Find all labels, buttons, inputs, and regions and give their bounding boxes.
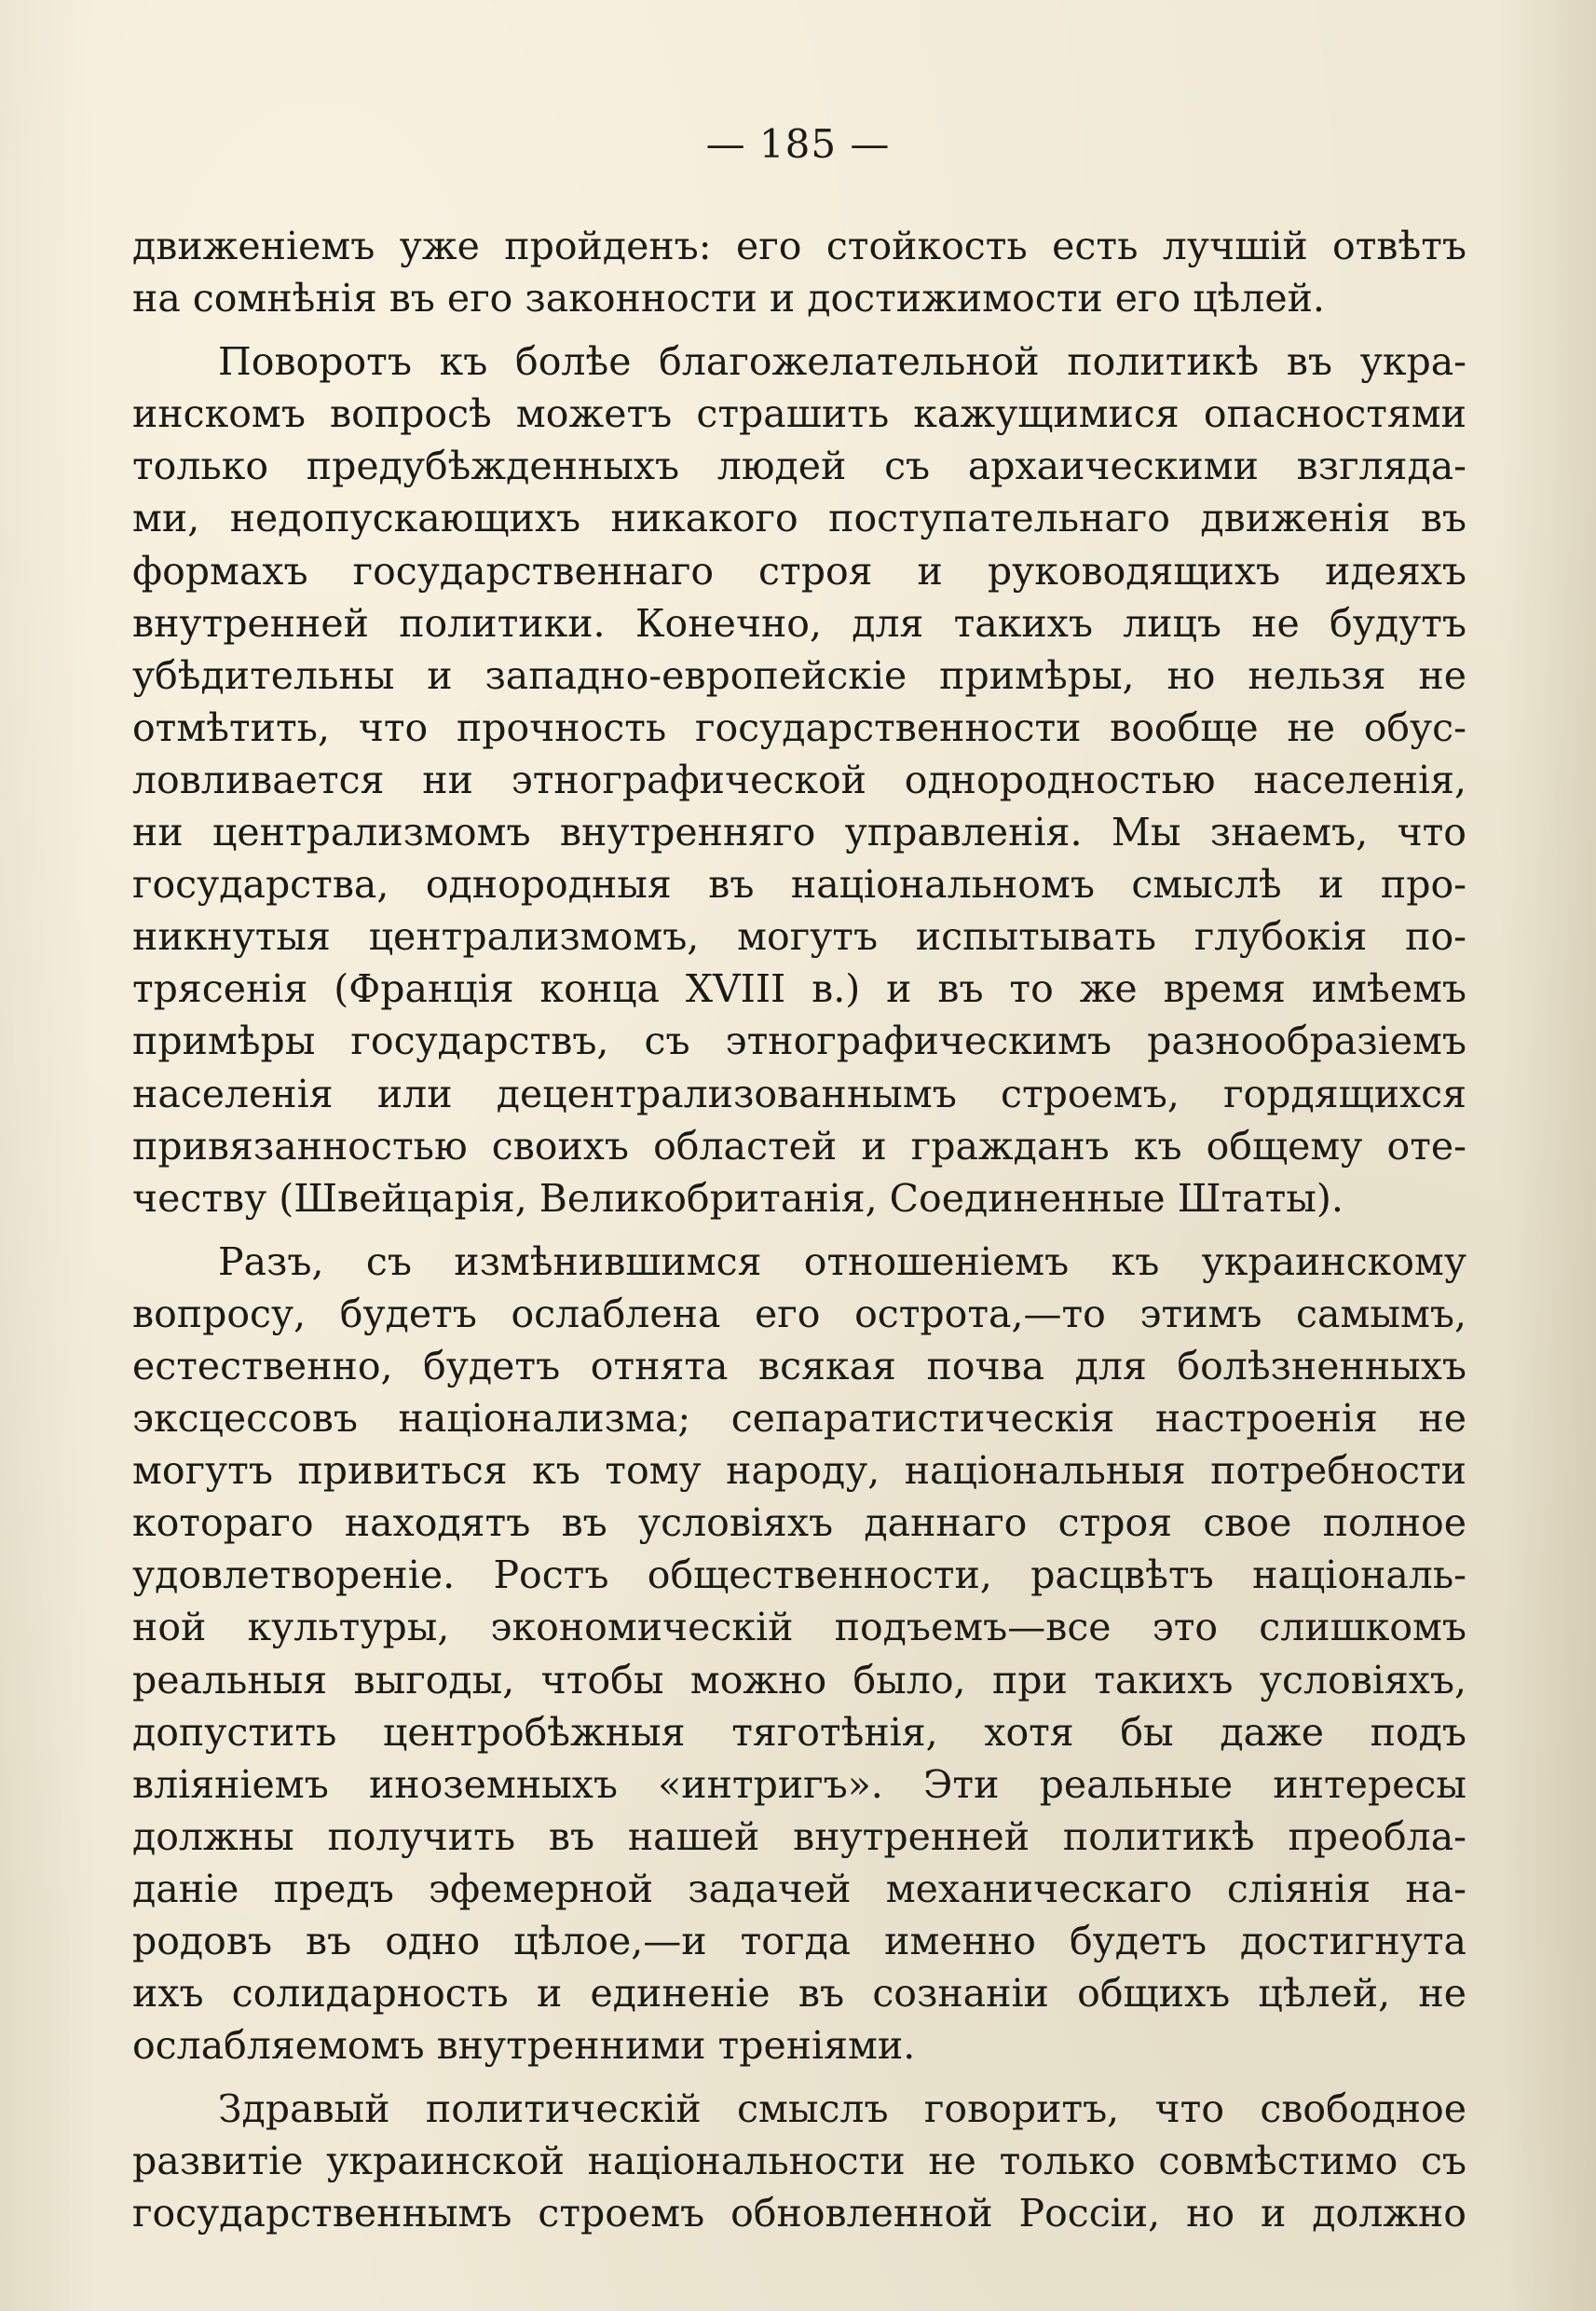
text-line: отмѣтить, что прочность государственности вообще не обус-	[132, 704, 1466, 750]
paragraph	[132, 335, 1466, 1224]
text-line: только предубѣжденныхъ людей съ архаическими взгляда-	[132, 444, 1466, 489]
text-line: ни централизмомъ внутренняго управленiя. Мы знаемъ, что	[132, 810, 1466, 855]
text-line: убѣдительны и западно-европейскiе примѣры, но нельзя не	[132, 652, 1466, 698]
text-line: могутъ привиться къ тому народу, нацiональныя потребности	[132, 1448, 1466, 1494]
paragraph-gap	[132, 1224, 1466, 1236]
text-line: реальныя выгоды, чтобы можно было, при такихъ условiяхъ,	[132, 1657, 1466, 1702]
text-line: данiе предъ эфемерной задачей механическаго слiянiя на-	[132, 1866, 1466, 1911]
paragraph	[132, 220, 1466, 324]
text-line: ной культуры, экономическiй подъемъ—все это слишкомъ	[132, 1605, 1466, 1650]
text-line: ловливается ни этнографической однородностью населенiя,	[132, 757, 1466, 802]
text-line: примѣры государствъ, съ этнографическимъ разнообразiемъ	[132, 1019, 1466, 1064]
text-line: движенiемъ уже пройденъ: его стойкость есть лучшiй отвѣтъ	[132, 224, 1466, 268]
text-line: котораго находятъ въ условiяхъ даннаго строя свое полное	[132, 1500, 1466, 1546]
text-line: никнутыя централизмомъ, могутъ испытывать глубокiя по-	[132, 914, 1466, 960]
text-line: трясенiя (Францiя конца XVIII в.) и въ то же время имѣемъ	[132, 966, 1466, 1012]
text-line: привязанностью своихъ областей и гражданъ къ общему оте-	[132, 1123, 1466, 1169]
text-line: допустить центробѣжныя тяготѣнiя, хотя бы даже подъ	[132, 1709, 1466, 1755]
text-line: эксцессовъ нацiонализма; сепаратистическiя настроенiя не	[132, 1396, 1466, 1442]
paragraph	[132, 2083, 1466, 2239]
text-line: естественно, будетъ отнята всякая почва для болѣзненныхъ	[132, 1343, 1466, 1388]
text-line: ми, недопускающихъ никакого поступательнаго движенiя въ	[132, 496, 1466, 541]
text-line: Разъ, съ измѣнившимся отношенiемъ къ украинскому	[218, 1238, 1466, 1284]
paragraph-gap	[132, 2072, 1466, 2083]
text-line: родовъ въ одно цѣлое,—и тогда именно будетъ достигнута	[132, 1919, 1466, 1963]
text-line: честву (Швейцарiя, Великобританiя, Соединенные Штаты).	[132, 1175, 1344, 1221]
text-line: населенiя или децентрализованнымъ строемъ, гордящихся	[132, 1071, 1466, 1116]
text-line: формахъ государственнаго строя и руководящихъ идеяхъ	[132, 548, 1466, 594]
text-line: влiянiемъ иноземныхъ «интригъ». Эти реальные интересы	[132, 1761, 1466, 1807]
text-line: Здравый политическiй смыслъ говоритъ, что свободное	[218, 2086, 1466, 2132]
text-line: на сомнѣнiя въ его законности и достижимости его цѣлей.	[132, 276, 1325, 321]
text-line: внутренней политики. Конечно, для такихъ лицъ не будутъ	[132, 600, 1466, 646]
text-line: государственнымъ строемъ обновленной Россiи, но и должно	[132, 2191, 1466, 2236]
text-line: инскомъ вопросѣ можетъ страшить кажущимися опасностями	[132, 391, 1466, 437]
text-line: должны получить въ нашей внутренней политикѣ преобла-	[132, 1813, 1466, 1859]
paragraph-gap	[132, 324, 1466, 335]
text-line: государства, однородныя въ нацiональномъ смыслѣ и про-	[132, 862, 1466, 908]
paragraph	[132, 1236, 1466, 2072]
page-number: — 185 —	[705, 121, 891, 167]
text-line: ихъ солидарность и единенiе въ сознанiи общихъ цѣлей, не	[132, 1971, 1466, 2017]
body-text	[132, 220, 1466, 2240]
text-line: развитiе украинской нацiональности не только совмѣстимо съ	[132, 2139, 1466, 2184]
text-line: удовлетворенiе. Ростъ общественности, расцвѣтъ нацiональ-	[132, 1552, 1466, 1598]
text-line: вопросу, будетъ ослаблена его острота,—то этимъ самымъ,	[132, 1291, 1466, 1336]
text-line: ослабляемомъ внутренними тренiями.	[132, 2023, 916, 2069]
text-line: Поворотъ къ болѣе благожелательной политикѣ въ укра-	[218, 339, 1466, 385]
